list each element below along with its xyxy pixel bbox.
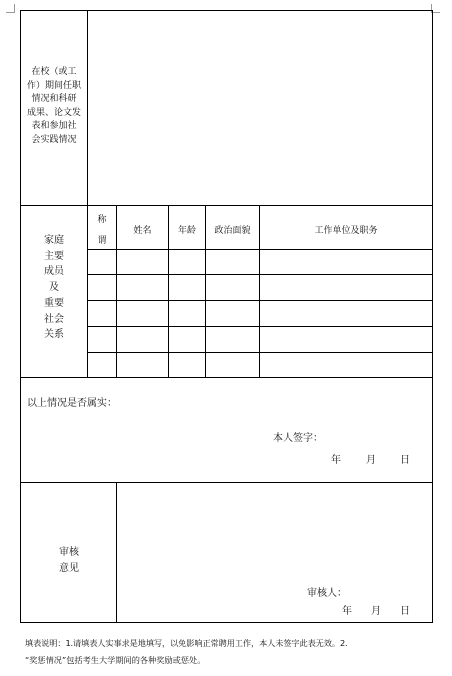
label-line: 在校（或工 <box>31 67 77 77</box>
truth-question: 以上情况是否属实： <box>27 398 117 409</box>
family-row-1[interactable] <box>88 250 432 274</box>
crop-mark-top-left <box>6 4 15 13</box>
header-char: 谓 <box>97 236 107 246</box>
family-header-employer-position: 工作单位及职务 <box>314 226 378 236</box>
label-line: 社会 <box>44 313 64 325</box>
row-divider-1 <box>20 205 433 206</box>
review-date-year: 年 <box>342 606 352 617</box>
label-line: 审核 <box>59 547 79 558</box>
activities-section-label <box>22 66 86 147</box>
table-border-right <box>432 10 433 622</box>
label-line: 家庭 <box>44 235 64 246</box>
label-line: 关系 <box>44 329 64 341</box>
form-note-line-2: “奖惩情况”包括考生大学期间的各种奖励或惩处。 <box>25 655 206 665</box>
label-line: 及 <box>49 282 59 294</box>
family-header-age: 年龄 <box>177 226 196 236</box>
self-date-day: 日 <box>400 455 410 466</box>
self-date-year: 年 <box>331 455 341 466</box>
review-opinion-area[interactable] <box>117 483 432 583</box>
self-date-month: 月 <box>366 455 376 466</box>
label-line: 会实践情况 <box>31 134 77 145</box>
family-row-2[interactable] <box>88 275 432 300</box>
row-divider-2 <box>20 377 433 378</box>
activities-input-area[interactable] <box>88 11 432 205</box>
family-row-4[interactable] <box>88 327 432 352</box>
label-line: 意见 <box>59 563 79 574</box>
table-border-left <box>20 10 21 622</box>
family-row-5[interactable] <box>88 353 432 377</box>
review-section-label <box>22 545 116 577</box>
reviewer-label: 审核人： <box>307 588 347 599</box>
label-line: 作）期间任职 <box>26 80 81 91</box>
label-line: 重要 <box>44 297 64 309</box>
header-char: 称 <box>97 215 107 225</box>
review-date-month: 月 <box>371 606 381 617</box>
family-header-title <box>88 210 116 252</box>
family-header-name: 姓名 <box>133 226 152 236</box>
form-note-line-1: 填表说明：1.请填表人实事求是地填写，以免影响正常聘用工作，本人未签字此表无效。2. <box>25 638 348 648</box>
label-line: 表和参加社 <box>31 121 77 131</box>
self-signature-field[interactable] <box>330 430 428 446</box>
label-line: 情况和科研 <box>31 94 77 104</box>
family-row-3[interactable] <box>88 301 432 326</box>
self-signature-label: 本人签字： <box>273 433 323 444</box>
label-line: 主要 <box>44 250 64 262</box>
family-section-label <box>22 233 86 343</box>
review-date-day: 日 <box>400 606 410 617</box>
reviewer-signature-field[interactable] <box>355 585 429 601</box>
label-line: 成果、论文发 <box>26 107 81 118</box>
table-border-bottom <box>20 622 433 623</box>
family-header-political-status: 政治面貌 <box>214 226 251 236</box>
label-line: 成员 <box>44 266 64 278</box>
